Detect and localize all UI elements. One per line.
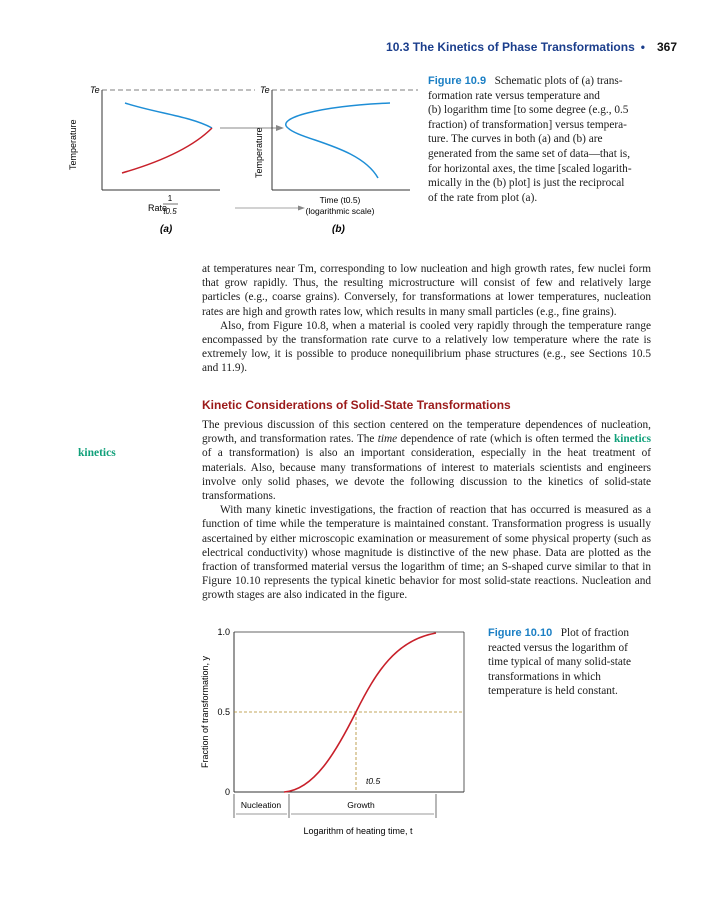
y-tick-half: 0.5 [217, 707, 230, 717]
paragraph-2: Also, from Figure 10.8, when a material is cooled very rapidly through the temperature range encompassed by the transformation rate curve to a relatively low temperature where the rate is extremely low, it is possible to produce nonequilibrium phase structures (e.g., see Sections 10.5 and 11.9). [202, 319, 651, 375]
running-header [386, 40, 677, 54]
caption-line: transformations in which [488, 670, 601, 683]
caption-line: fraction) of transformation] versus tempera- [428, 118, 627, 131]
x-axis-label: Logarithm of heating time, t [303, 826, 413, 836]
figure-10-10-caption [488, 626, 663, 699]
panel-a-te-label: Te [90, 85, 100, 95]
panel-a-upper-curve [125, 103, 212, 128]
panel-a [68, 85, 255, 235]
y-axis-label: Fraction of transformation, y [200, 655, 210, 769]
caption-line: (b) logarithm time [to some degree (e.g., 0.5 [428, 104, 629, 117]
panel-b [254, 85, 418, 235]
panel-a-x-label: Rate [148, 203, 168, 213]
t-half-label: t0.5 [366, 776, 381, 786]
caption-line: of the rate from plot (a). [428, 191, 538, 204]
figure-10-9-plots [60, 78, 420, 248]
caption-line: temperature is held constant. [488, 685, 618, 698]
panel-a-frac-den: t0.5 [163, 207, 177, 216]
italic-time: time [377, 433, 398, 446]
section-heading: Kinetic Considerations of Solid-State Transformations [202, 398, 511, 412]
figure-10-10-plot [196, 622, 476, 842]
panel-b-label: (b) [332, 224, 345, 235]
section-title: 10.3 The Kinetics of Phase Transformations [386, 40, 635, 54]
caption-line: ture. The curves in both (a) and (b) are [428, 133, 603, 146]
caption-line: time typical of many solid-state [488, 656, 632, 669]
page-number: 367 [656, 40, 677, 54]
panel-a-lower-curve [122, 128, 212, 173]
panel-a-y-label: Temperature [68, 119, 78, 170]
caption-line: reacted versus the logarithm of [488, 641, 628, 654]
panel-b-x-label-2: (logarithmic scale) [305, 206, 375, 216]
figure-10-9-caption [428, 74, 658, 205]
keyword-kinetics: kinetics [613, 433, 651, 446]
paragraph-3 [202, 418, 651, 503]
caption-line: for horizontal axes, the time [scaled logarith- [428, 162, 632, 175]
caption-line: Schematic plots of (a) trans- [494, 75, 623, 87]
paragraph-1: at temperatures near Tm, corresponding to low nucleation and high growth rates, few nuclei form that grow rapidly. Thus, the resulting microstructure will consist of few and relatively large particles (e.g., coarse grains). Conversely, for transformations at lower temperatures, nucleation rates are high and growth rates low, which results in many small particles (e.g., fine grains). [202, 263, 651, 318]
s-curve [284, 633, 436, 792]
caption-line: mically in the (b) plot] is just the reciprocal [428, 177, 625, 190]
rate-to-time-arrow-head [298, 206, 305, 211]
body-text-upper [202, 262, 651, 376]
panel-a-frac-num: 1 [167, 194, 173, 203]
panel-b-x-label-1: Time (t0.5) [319, 195, 361, 205]
panel-a-label: (a) [160, 224, 173, 235]
figure-10-9-label: Figure 10.9 [428, 75, 487, 87]
figure-10-10-label: Figure 10.10 [488, 627, 553, 639]
panel-b-te-label: Te [260, 85, 270, 95]
nucleation-label: Nucleation [240, 800, 282, 810]
panel-b-y-label: Temperature [254, 127, 264, 178]
y-tick-0: 0 [224, 787, 230, 797]
panel-b-lower-curve [288, 128, 378, 178]
header-separator: • [640, 40, 645, 54]
panel-b-upper-curve [286, 103, 390, 128]
text-run: The previous discussion of this section centered on the temperature dependences of nucleation, growth, and transformation rates. The [202, 419, 651, 446]
caption-line: Plot of fraction [560, 627, 630, 639]
text-run: of a transformation) is also an important consideration, especially in the heat treatment of materials. Also, because many transformations of interest to materials scientists and engineers involve only solid phases, we devote the following discussion to the kinetics of solid-state transformations. [202, 447, 651, 503]
body-text-lower [202, 418, 651, 603]
growth-label: Growth [347, 800, 375, 810]
text-run: dependence of rate (which is often termed the [397, 433, 614, 446]
caption-line: generated from the same set of data—that is, [428, 147, 631, 160]
paragraph-4: With many kinetic investigations, the fraction of reaction that has occurred is measured as a function of time while the temperature is maintained constant. Transformation progress is usually ascertained by either microscopic examination or measurement of some physical property (such as electrical conductivity) whose magnitude is distinctive of the new phase. Data are plotted as the fraction of transformed material versus the logarithm of time; an S-shaped curve similar to that in Figure 10.10 represents the typical kinetic behavior for most solid-state reactions. Nucleation and growth stages are also indicated in the figure. [202, 504, 651, 602]
y-tick-1: 1.0 [217, 627, 230, 637]
caption-line: formation rate versus temperature and [428, 89, 600, 102]
margin-term-kinetics: kinetics [78, 447, 116, 459]
figure-arrow-head [276, 125, 284, 131]
